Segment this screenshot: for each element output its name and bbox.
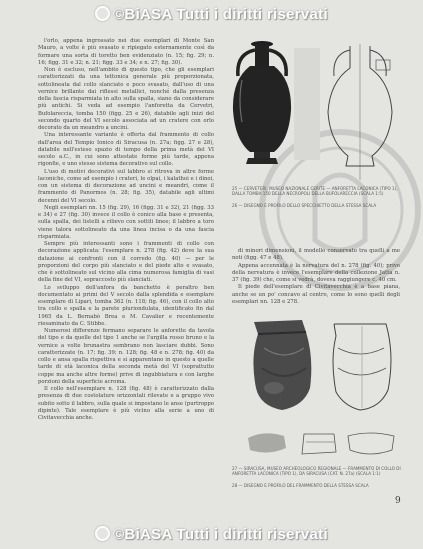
- left-column-text: [38, 38, 214, 422]
- figure-27-fragment: [244, 318, 324, 413]
- figure-25-caption: 25 — CERVETERI, MUSEO NAZIONALE CERITE — ANFORETTA LACONICA (TIPO 1), DALLA TOMBA 150 DELLA NECROPOLI DELLA BUFOLARECCIA (SCALA 1:5): [232, 186, 398, 197]
- watermark-top: ©BiASA Tutti i diritti riservati: [0, 6, 423, 23]
- paragraph: l'orlo, appena ingrossato nei due esemplari di Monte San Mauro, a volte è più svasato e ripiegato esternamente così da formare una sorta di toretto ben evidenziato (n. 15; fig. 29; n. 16; figg. 31 e 32; n. 21; figg. 33 e 34; e n. 27; fig. 30).: [38, 38, 214, 66]
- figure-26-profile-drawing: [320, 42, 400, 182]
- biasa-logo-icon: [95, 6, 110, 21]
- figure-small-sherds: [244, 428, 400, 462]
- paragraph: Appena accennata è la nervatura del n. 278 (fig. 40); privo della nervatura è invece l'esemplare della collezione Jatta n. 37 (fig. 39) che, come si vedrà, doveva raggiungere c. 40 cm.: [232, 262, 400, 283]
- paragraph: Una interessante variante è offerta dal frammento di collo dall'area del Tempio Ionico di Siracusa (n. 27a; figg. 27 e 28), databile nell'esteso spazio di tempo della prima metà del VI secolo a.C., in cui sono attestate forme più tarde, appena rigonfie, e uno stesso sistema decorativo sul collo.: [38, 132, 214, 168]
- watermark-bottom: ©BiASA Tutti i diritti riservati: [0, 526, 423, 543]
- paragraph: Sempre più interessanti sono i frammenti di collo con decorazione applicata: l'esemplare n. 278 (fig. 42) deve la sua datazione ai confronti con il corredo (fig. 40) — per le proporzioni del corpo più slanciato e del piede alto e svasato, che è sottolineato sul vicino alla cima numerosa famiglia di vasi della fine del VI, sopraccosto più slanciati.: [38, 241, 214, 284]
- figure-26-caption: 26 — DISEGNO E PROFILO DELLO SPECCHIETTO DELLA STESSA SCALA: [232, 203, 377, 208]
- paragraph: L'uso di motivi decorativi sul labbro si ritrova in altre forme laconiche, come ad esempio i crateri, le olpai, i kalathoi e i dinoi, con un sistema di decorazione ad uncini e meandri, come il frammento di Panormos (n. 28; fig. 35), databile agli ultimi decenni del VI secolo.: [38, 168, 214, 204]
- figure-25-amphora: [228, 40, 324, 180]
- paragraph: Il collo nell'esemplare n. 128 (fig. 48) è caratterizzato dalla presenza di due costolature orizzontali rilevate e a gruppo vivo subito sotto il labbro, sulla quale si impostano le anse (purtroppo dipinte). Tale esemplare è più vicino alla serie a uno di Civitavecchia anche.: [38, 386, 214, 421]
- paragraph: Negli esemplari nn. 15 (fig. 29), 16 (figg. 31 e 32), 21 (figg. 33 e 34) e 27 (fig. 30) invece il collo è conico alla base e presenta, sulla spalla, dei listelli a rilievo con sottili linee; il labbro a toro viene talora sottolineato da una linea incisa o da una fascia risparmiata.: [38, 204, 214, 240]
- figure-28-caption: 28 — DISEGNO E PROFILO DEL FRAMMENTO DELLA STESSA SCALA: [232, 483, 369, 488]
- paragraph: Numerosi differenze fermano separare le anforette da tavola del tipo e da quelle del tipo 1 anche se l'argilla rosso bruno e la vernice a volte brunastra sembrano non lasciare dubbi. Sono caratterizzate (n. 17; fig. 39; n. 128; fig. 48 e n. 278; fig. 40) da collo e ansa spalla rispettiva e si apparentano in questo a quelle tarde di età laconica della seconda metà del VI (soprattutto coppe ma anche altre forme) prive di ingubbiatura e con larghe porzioni della superficie acroma.: [38, 328, 214, 385]
- figure-28-fragment-drawing: [326, 320, 400, 414]
- page-number: 9: [395, 496, 401, 506]
- paragraph: Il piede dell'esemplare di Civitavecchia è a base piana, anche se un po' concavo al centro, come lo sono quelli degli esemplari nn. 128 e 278.: [232, 284, 400, 305]
- paragraph: Non è escluso, nell'ambito di questo tipo, che gli esemplari caratterizzati da una tettonica generale più proporzionata, sottolineata dal collo slanciato e poco svasato, dall'uso di una vernice brillante dai riflessi metallici, nonché dalla presenza della fascia risparmiata in alto sulla spalla, siano da considerare più antichi. Si veda ad esempio l'anforetta da Cervetri, Bufolareccia, tomba 150 (figg. 25 e 26), databile agli inizi del secondo quarto del VI secolo associata ad un cratere con orlo decorato da un meandro a uncini.: [38, 67, 214, 131]
- paragraph: Lo sviluppo dell'anfora da banchetto è peraltro ben documentato ai primi del V secolo dalla splendida e esemplare esemplare di Lipari, tomba 362 (n. 118; fig. 46), con il collo alto tra collo e spalla e la parete pluriondulata, identificato fin dal 1965 da L. Bernabò Brea e M. Cavalier e recentemente riesaminato da C. Stibbe.: [38, 284, 214, 327]
- figure-27-caption: 27 — SIRACUSA, MUSEO ARCHEOLOGICO REGIONALE — FRAMMENTO DI COLLO DI ANFORETTA LACONICA (TIPO 1), DA SIRACUSA (CAT. N. 27a) (SCALA 1:1): [232, 466, 401, 477]
- right-column-text: [232, 248, 400, 306]
- biasa-logo-icon: [95, 526, 110, 541]
- paragraph: di minori dimensioni, il modello conservato tra quelli a me noti (figg. 47 e 48).: [232, 248, 400, 262]
